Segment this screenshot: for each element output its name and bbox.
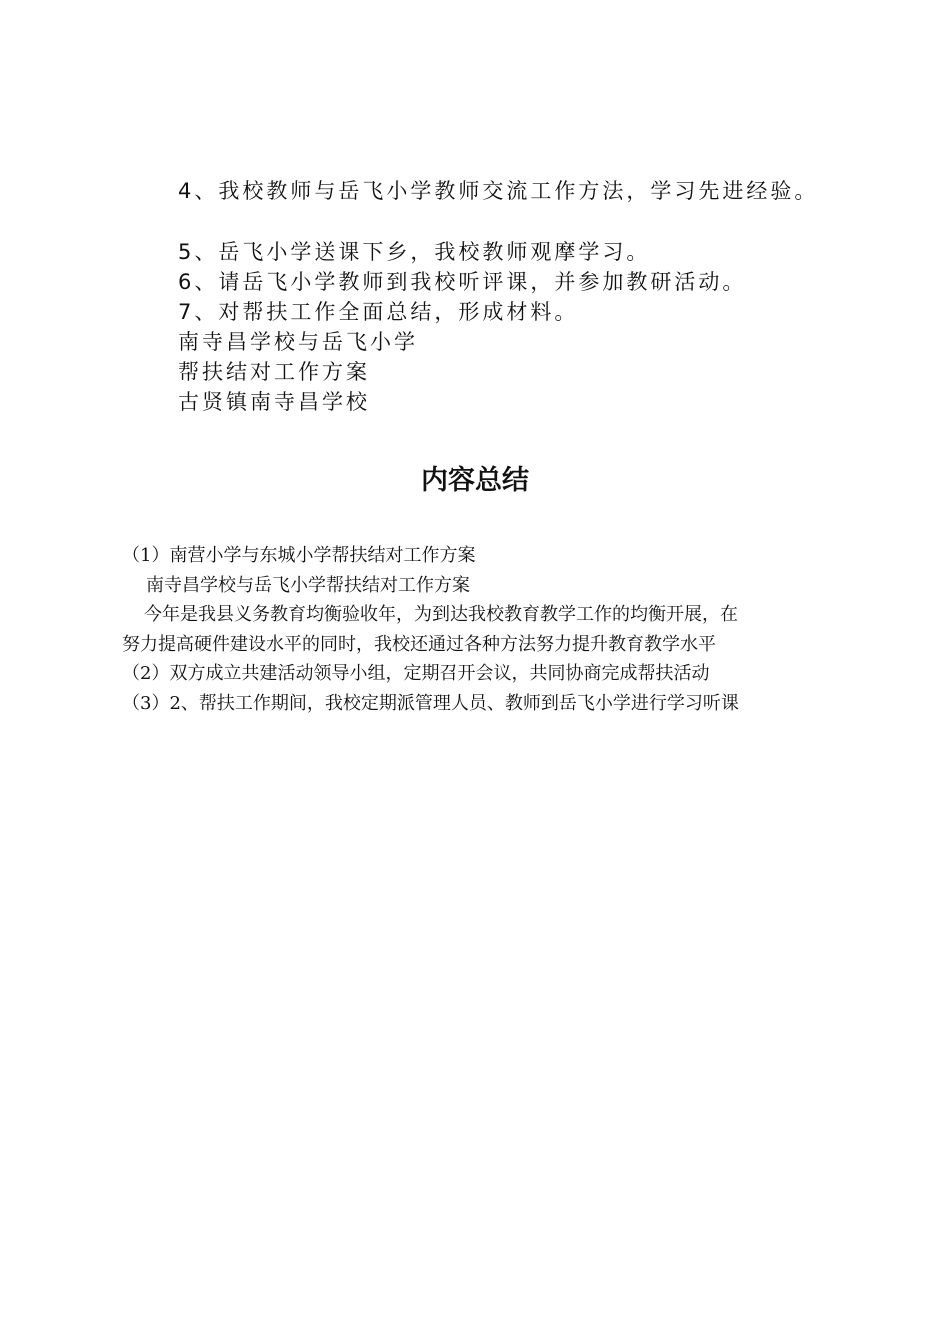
signature-line-3: 古贤镇南寺昌学校 <box>178 390 370 414</box>
plan-item-6: 6、请岳飞小学教师到我校听评课，并参加教研活动。 <box>178 270 747 294</box>
summary-line-6: （3）2、帮扶工作期间，我校定期派管理人员、教师到岳飞小学进行学习听课 <box>122 692 739 714</box>
summary-line-2: 南寺昌学校与岳飞小学帮扶结对工作方案 <box>146 574 470 596</box>
signature-line-1: 南寺昌学校与岳飞小学 <box>178 330 418 354</box>
plan-item-5: 5、岳飞小学送课下乡，我校教师观摩学习。 <box>178 240 651 264</box>
summary-line-1: （1）南营小学与东城小学帮扶结对工作方案 <box>122 545 476 566</box>
summary-title: 内容总结 <box>421 465 529 496</box>
signature-line-2: 帮扶结对工作方案 <box>178 360 370 384</box>
plan-item-4: 4、我校教师与岳飞小学教师交流工作方法，学习先进经验。 <box>178 179 819 203</box>
plan-item-7: 7、对帮扶工作全面总结，形成材料。 <box>178 300 579 324</box>
summary-line-5: （2）双方成立共建活动领导小组，定期召开会议，共同协商完成帮扶活动 <box>122 663 710 684</box>
plan-section <box>178 176 918 417</box>
summary-line-3: 今年是我县义务教育均衡验收年，为到达我校教育教学工作的均衡开展，在 <box>144 604 738 625</box>
summary-line-4: 努力提高硬件建设水平的同时，我校还通过各种方法努力提升教育教学水平 <box>122 633 716 655</box>
summary-section <box>122 541 842 718</box>
